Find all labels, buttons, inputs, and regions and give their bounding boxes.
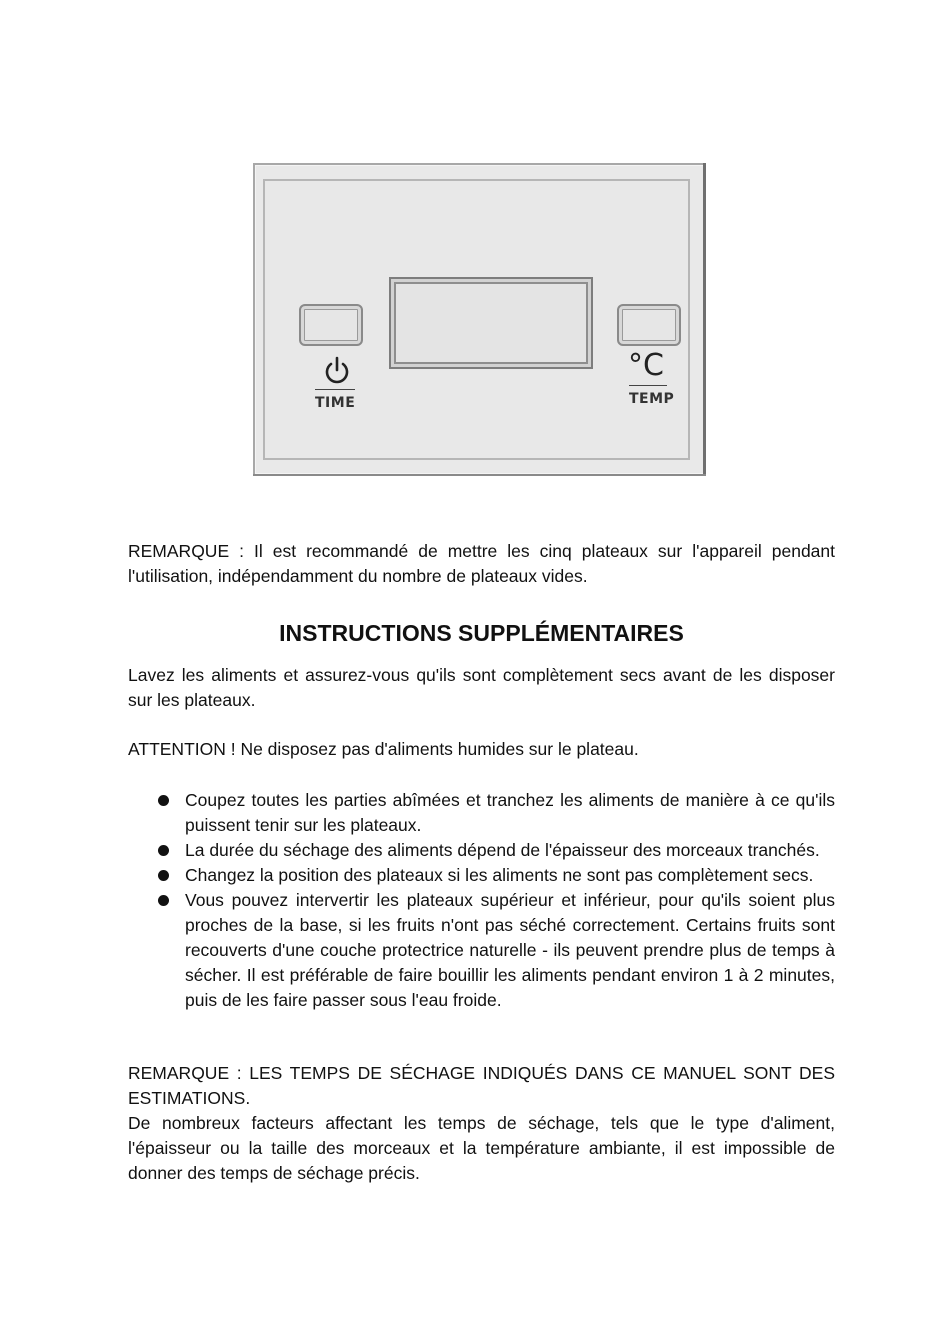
- bullet-icon: [158, 895, 169, 906]
- wash-instructions: Lavez les aliments et assurez-vous qu'ils sont complètement secs avant de les disposer sur les plateaux.: [128, 665, 835, 710]
- power-icon: [323, 356, 351, 386]
- control-panel-face: [263, 179, 690, 460]
- celsius-icon: °C: [628, 348, 664, 383]
- list-item: [128, 788, 835, 838]
- temp-label-rule: [629, 385, 667, 386]
- drying-time-note: REMARQUE : LES TEMPS DE SÉCHAGE INDIQUÉS DANS CE MANUEL SONT DES ESTIMATIONS.: [128, 1063, 835, 1108]
- time-button[interactable]: [299, 304, 363, 346]
- attention-warning: ATTENTION ! Ne disposez pas d'aliments humides sur le plateau.: [128, 739, 639, 759]
- list-item-text: Changez la position des plateaux si les aliments ne sont pas complètement secs.: [185, 865, 814, 885]
- control-panel-illustration: [253, 163, 706, 476]
- display-screen: [389, 277, 593, 369]
- list-item-text: La durée du séchage des aliments dépend de l'épaisseur des morceaux tranchés.: [185, 840, 820, 860]
- bullet-icon: [158, 845, 169, 856]
- panel-shadow-right: [703, 163, 706, 476]
- bullet-icon: [158, 795, 169, 806]
- temp-label: TEMP: [629, 391, 675, 407]
- bullet-icon: [158, 870, 169, 881]
- panel-shadow-bottom: [253, 474, 706, 476]
- time-label-rule: [315, 389, 355, 390]
- temp-button[interactable]: [617, 304, 681, 346]
- tips-list: [128, 788, 835, 1013]
- time-label: TIME: [315, 395, 356, 411]
- list-item: [128, 888, 835, 1013]
- list-item: [128, 863, 835, 888]
- list-item-text: Vous pouvez intervertir les plateaux supérieur et inférieur, pour qu'ils soient plus proches de la base, si les fruits n'ont pas séché correctement. Certains fruits sont recouverts d'une couche protectrice naturelle - ils peuvent prendre plus de temps à sécher. Il est préférable de faire bouillir les aliments pendant environ 1 à 2 minutes, puis de les faire passer sous l'eau froide.: [185, 890, 835, 1010]
- drying-factors-paragraph: De nombreux facteurs affectant les temps de séchage, tels que le type d'aliment, l'épaisseur ou la taille des morceaux et la température ambiante, il est impossible de donner des temps de séchage précis.: [128, 1113, 835, 1183]
- note-paragraph: REMARQUE : Il est recommandé de mettre les cinq plateaux sur l'appareil pendant l'utilisation, indépendamment du nombre de plateaux vides.: [128, 541, 835, 586]
- list-item: [128, 838, 835, 863]
- list-item-text: Coupez toutes les parties abîmées et tranchez les aliments de manière à ce qu'ils puissent tenir sur les plateaux.: [185, 790, 835, 835]
- section-heading: INSTRUCTIONS SUPPLÉMENTAIRES: [279, 620, 684, 646]
